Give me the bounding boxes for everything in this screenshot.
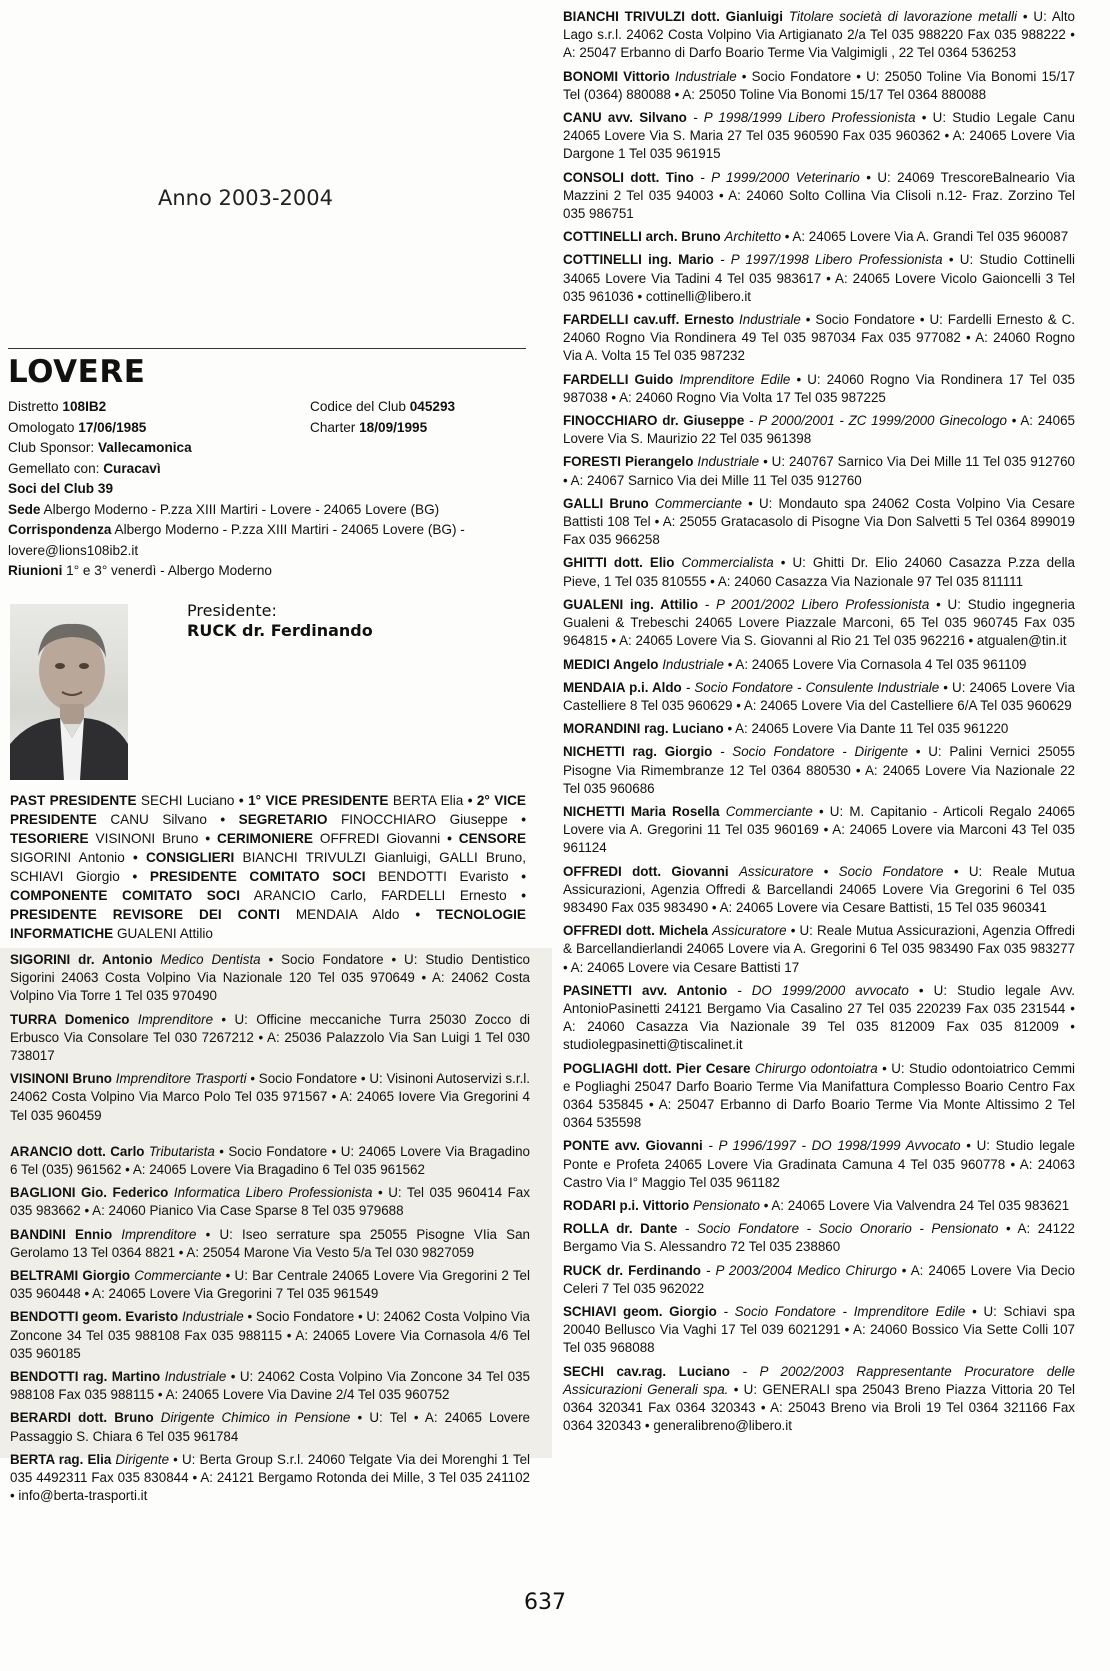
member-name: BENDOTTI rag. Martino: [10, 1369, 161, 1385]
member-job: - DO 1999/2000 avvocato: [737, 982, 909, 998]
member-name: GHITTI dott. Elio: [563, 555, 675, 571]
member-entry: [10, 951, 530, 1006]
officer-role: PRESIDENTE COMITATO SOCI: [149, 869, 366, 884]
member-job: Informatica Libero Professionista: [173, 1185, 373, 1201]
member-job: - P 1999/2000 Veterinario: [700, 169, 860, 185]
member-job: Titolare società di lavorazione metalli: [788, 9, 1017, 24]
members-column-left: [10, 951, 530, 1510]
officer-role: CONSIGLIERI: [145, 850, 235, 865]
member-details: • U: 240767 Sarnico Via Dei Mille 11 Tel 035 912760 • A: 24067 Sarnico Via dei Mille 11 Tel 035 912760: [563, 454, 1075, 488]
president-label: Presidente:: [187, 601, 277, 620]
member-details: • U: 24060 Rogno Via Rondinera 17 Tel 035 987038 • A: 24060 Rogno Via Volta 17 Tel 035 987225: [563, 371, 1075, 405]
codice-label: Codice del Club: [310, 399, 406, 414]
distretto-value: 108IB2: [62, 399, 107, 414]
member-entry: [563, 1060, 1075, 1133]
member-name: PASINETTI avv. Antonio: [563, 982, 728, 998]
member-details: • U: Studio ingegneria Gualeni & Trebeschi 24065 Lovere Piazzale Marconi, 65 Tel 035 960745 Fax 035 964815 • A: 24065 Lovere Via S. Giovanni al Rio 21 Tel 035 962216 • atgualen@tin.it: [563, 596, 1075, 649]
member-job: Tributarista: [148, 1143, 215, 1159]
corr-label: Corrispondenza: [8, 522, 112, 537]
member-details: • U: Alto Lago s.r.l. 24062 Costa Volpino Via Artigianato 2/a Tel 035 988220 Fax 035 988222 • A: 25047 Erbanno di Darfo Boario Terme Via Valgimigli , 22 Tel 0364 536253: [563, 9, 1075, 61]
officer-role: COMPONENTE COMITATO SOCI: [10, 888, 240, 903]
member-job: - Socio Fondatore - Consulente Industriale: [685, 679, 940, 695]
sponsor-value: Vallecamonica: [97, 440, 192, 455]
member-job: Industriale: [674, 68, 737, 84]
member-name: VISINONI Bruno: [10, 1071, 112, 1087]
member-job: Industriale: [697, 454, 760, 470]
member-details: • U: Reale Mutua Assicurazioni, Agenzia Offredi & Barcellandi 24065 Lovere Via Gregorini 6 Tel 035 983490 Fax 035 983490 • A: 24065 Lovere via Cesare Battisti, 15 Tel 035 960341: [563, 863, 1076, 915]
member-job: Dirigente Chimico in Pensione: [160, 1410, 351, 1426]
member-job: - P 2002/2003 Rappresentante Procuratore delle Assicurazioni Generali spa.: [563, 1363, 1075, 1397]
member-entry: [563, 412, 1075, 448]
member-job: - Socio Fondatore - Socio Onorario - Pensionato: [684, 1221, 999, 1237]
member-name: CONSOLI dott. Tino: [563, 169, 694, 185]
soci-label: Soci del Club: [8, 481, 95, 496]
member-details: • Socio Fondatore • U: Studio Dentistico Sigorini 24063 Costa Volpino Via Nazionale 120 Tel 035 970649 • A: 24062 Costa Volpino Via Torre 1 Tel 035 970490: [10, 952, 530, 1004]
member-details: • U: 24069 TrescoreBalneario Via Mazzini 2 Tel 035 94003 • A: 24060 Solto Collina Via Clisoli n.12- Fraz. Zorzino Tel 035 986751: [563, 169, 1075, 222]
member-name: NICHETTI rag. Giorgio: [563, 744, 713, 760]
officer-role: SEGRETARIO: [238, 812, 328, 827]
member-name: BAGLIONI Gio. Federico: [10, 1185, 169, 1201]
member-details: • A: 24065 Lovere Via Cornasola 4 Tel 035 961109: [727, 656, 1027, 672]
president-photo: [10, 604, 128, 780]
member-details: • U: Studio legale Avv. AntonioPasinetti 24121 Bergamo Via Casalino 27 Tel 035 220239 Fax 035 231544 • A: 24060 Casazza Via Nazionale 39 Tel 035 812009 Fax 035 812009 • studiolegpasinetti@tiscalinet.it: [563, 982, 1075, 1053]
officer-role: CENSORE: [458, 831, 527, 846]
officer-names: BIANCHI TRIVULZI Gianluigi, GALLI Bruno, SCHIAVI Giorgio: [10, 850, 526, 884]
member-name: RODARI p.i. Vittorio: [563, 1197, 690, 1213]
member-job: Chirurgo odontoiatra: [754, 1060, 878, 1076]
member-details: • U: GENERALI spa 25043 Breno Piazza Vittoria 20 Tel 0364 320341 Fax 0364 320343 • A: 25043 Breno via Broli 19 Tel 0364 321166 Fax 0364 320343 • generalibreno@libero.it: [563, 1381, 1075, 1434]
member-details: • A: 24065 Lovere Via Valvendra 24 Tel 035 983621: [763, 1197, 1070, 1213]
member-details: • Socio Fondatore • U: Visinoni Autoservizi s.r.l. 24062 Costa Volpino Via Marco Polo Tel 035 971567 • A: 24065 Iovere Via Gregorini 4 Tel 035 960459: [10, 1071, 530, 1123]
distretto-label: Distretto: [8, 399, 59, 414]
officers-list: PAST PRESIDENTE SECHI Luciano • 1° VICE PRESIDENTE BERTA Elia • 2° VICE PRESIDENTE CANU Silvano • SEGRETARIO FINOCCHIARO Giuseppe • TESORIERE VISINONI Bruno • CERIMONIERE OFFREDI Giovanni • CENSORE SIGORINI Antonio • CONSIGLIERI BIANCHI TRIVULZI Gianluigi, GALLI Bruno, SCHIAVI Giorgio • PRESIDENTE COMITATO SOCI BENDOTTI Evaristo • COMPONENTE COMITATO SOCI ARANCIO Carlo, FARDELLI Ernesto • PRESIDENTE REVISORE DEI CONTI MENDAIA Aldo • TECNOLOGIE INFORMATICHE GUALENI Attilio: [10, 793, 527, 941]
member-entry: [563, 982, 1075, 1055]
sede-value: Albergo Moderno - P.zza XIII Martiri - Lovere - 24065 Lovere (BG): [43, 501, 440, 517]
riunioni-value: 1° e 3° venerdì - Albergo Moderno: [66, 563, 272, 578]
member-entry: [563, 228, 1075, 246]
member-job: Commerciante: [725, 803, 813, 819]
officer-role: TECNOLOGIE INFORMATICHE: [10, 907, 526, 941]
member-entry: [10, 1143, 530, 1179]
member-entry: [563, 720, 1075, 738]
member-name: COTTINELLI arch. Bruno: [563, 229, 721, 245]
member-name: CANU avv. Silvano: [563, 110, 687, 126]
member-details: • U: Mondauto spa 24062 Costa Volpino Via Cesare Battisti 108 Tel • A: 25055 Gratacasolo di Pisogne Via Don Salvetti 5 Tel 0364 899019 Fax 035 966258: [563, 495, 1075, 548]
members-column-right: [563, 8, 1075, 1440]
member-job: Imprenditore Trasporti: [115, 1071, 247, 1087]
info-row-riunioni: [8, 561, 518, 582]
member-details: • U: 24062 Costa Volpino Via Zoncone 34 Tel 035 988108 Fax 035 988115 • A: 24065 Lovere Via Davine 2/4 Tel 035 960752: [10, 1369, 530, 1403]
member-entry: [563, 68, 1075, 104]
member-name: FINOCCHIARO dr. Giuseppe: [563, 413, 745, 429]
member-entry: [563, 453, 1075, 489]
officer-names: CANU Silvano: [110, 812, 207, 827]
officer-names: GUALENI Attilio: [116, 926, 213, 941]
club-name: LOVERE: [8, 354, 146, 390]
member-name: BERTA rag. Elia: [10, 1451, 112, 1467]
member-entry: [10, 1368, 530, 1404]
omologato-label: Omologato: [8, 419, 75, 435]
page-number: 637: [524, 1590, 566, 1615]
member-name: BENDOTTI geom. Evaristo: [10, 1309, 179, 1325]
member-name: MORANDINI rag. Luciano: [563, 721, 724, 737]
member-name: BIANCHI TRIVULZI dott. Gianluigi: [563, 9, 783, 24]
member-entry: [563, 554, 1075, 590]
portrait-image: [10, 604, 128, 780]
member-name: BERARDI dott. Bruno: [10, 1410, 154, 1426]
gemellato-label: Gemellato con:: [8, 460, 100, 476]
member-name: GALLI Bruno: [563, 495, 649, 511]
member-name: MEDICI Angelo: [563, 656, 659, 672]
info-row-corrispondenza: [8, 520, 518, 561]
codice-value: 045293: [409, 399, 456, 414]
member-name: ROLLA dr. Dante: [563, 1221, 678, 1237]
member-details: • U: Iseo serrature spa 25055 Pisogne VIia San Gerolamo 13 Tel 0364 8821 • A: 25054 Marone Via Vesto 5/a Tel 030 9827059: [10, 1226, 530, 1260]
sponsor-label: Club Sponsor:: [8, 440, 95, 455]
officer-names: BENDOTTI Evaristo: [378, 869, 509, 884]
member-entry: [10, 1226, 530, 1262]
omologato-value: 17/06/1985: [78, 419, 147, 435]
member-entry: [563, 251, 1075, 306]
officer-role: CERIMONIERE: [217, 831, 313, 846]
member-entry: [563, 679, 1075, 715]
officer-names: VISINONI Bruno: [95, 831, 199, 846]
member-details: • U: Officine meccaniche Turra 25030 Zocco di Erbusco Via Consolare Tel 030 7267212 • A: 25036 Palazzolo Via San Luigi 1 Tel 030 738017: [10, 1011, 530, 1064]
member-entry: [563, 656, 1075, 674]
member-job: Pensionato: [692, 1197, 760, 1213]
member-details: • U: 24065 Lovere Via Castelliere 8 Tel 035 960629 • A: 24065 Lovere Via del Castelliere 6/A Tel 035 960629: [563, 679, 1075, 713]
member-details: • U: Bar Centrale 24065 Lovere Via Gregorini 2 Tel 035 960448 • A: 24065 Lovere Via Gregorini 7 Tel 035 961549: [10, 1268, 530, 1302]
member-job: Industriale: [739, 312, 801, 328]
member-details: • U: Reale Mutua Assicurazioni, Agenzia Offredi & Barcellandierlandi 24065 Lovere via A. Gregorini 6 Tel 035 983490 Fax 035 983277 • A: 24065 Lovere via Cesare Battisti 17: [563, 923, 1075, 975]
member-entry: [563, 1197, 1075, 1215]
member-name: GUALENI ing. Attilio: [563, 596, 699, 612]
officer-names: MENDAIA Aldo: [295, 907, 400, 922]
charter-label: Charter: [310, 419, 356, 435]
year-heading: Anno 2003-2004: [158, 186, 333, 210]
member-entry: [10, 1308, 530, 1363]
member-details: • Socio Fondatore • U: 25050 Toline Via Bonomi 15/17 Tel (0364) 880088 • A: 25050 Toline Via Bonomi 15/17 Tel 0364 880088: [563, 68, 1075, 102]
member-details: • U: Studio Legale Canu 24065 Lovere Via S. Maria 27 Tel 035 960590 Fax 035 960362 • A: 24065 Lovere Via Dargone 1 Tel 035 961915: [563, 110, 1075, 162]
officer-role: 1° VICE PRESIDENTE: [248, 793, 389, 808]
officer-names: OFFREDI Giovanni: [319, 831, 441, 846]
member-name: PONTE avv. Giovanni: [563, 1138, 703, 1154]
member-entry: [10, 1267, 530, 1303]
member-entry: [563, 1303, 1075, 1358]
member-name: BELTRAMI Giorgio: [10, 1268, 131, 1284]
member-job: Imprenditore Edile: [679, 371, 791, 387]
member-job: Commerciante: [134, 1268, 222, 1284]
member-details: • A: 24065 Lovere Via Dante 11 Tel 035 961220: [727, 721, 1009, 737]
member-name: POGLIAGHI dott. Pier Cesare: [563, 1060, 751, 1076]
member-name: MENDAIA p.i. Aldo: [563, 679, 682, 695]
member-entry: [563, 1137, 1075, 1192]
member-details: • U: M. Capitanio - Articoli Regalo 24065 Lovere via A. Gregorini 11 Tel 035 960169 • A: 24065 Lovere via Marconi 43 Tel 035 961124: [563, 803, 1075, 856]
member-entry: [563, 596, 1075, 651]
president-name: RUCK dr. Ferdinando: [187, 621, 373, 640]
officer-role: PRESIDENTE REVISORE DEI CONTI: [10, 907, 280, 922]
member-entry: [563, 1262, 1075, 1298]
member-details: • Socio Fondatore • U: 24065 Lovere Via Bragadino 6 Tel (035) 961562 • A: 24065 Lovere Via Bragadino 6 Tel 035 961562: [10, 1143, 530, 1178]
charter-wrap: [310, 418, 427, 439]
member-entry: [10, 1451, 530, 1506]
member-entry: [563, 1220, 1075, 1256]
member-name: SIGORINI dr. Antonio: [10, 952, 153, 967]
member-entry: [10, 1409, 530, 1445]
charter-value: 18/09/1995: [359, 419, 428, 435]
member-entry: [563, 863, 1075, 918]
officer-names: SIGORINI Antonio: [10, 850, 125, 865]
member-job: - Socio Fondatore - Imprenditore Edile: [723, 1304, 966, 1319]
member-entry: [563, 1363, 1075, 1436]
member-job: - P 2000/2001 - ZC 1999/2000 Ginecologo: [749, 413, 1007, 429]
member-job: Assicuratore: [712, 923, 787, 939]
member-job: - P 1998/1999 Libero Professionista: [693, 110, 916, 126]
title-rule: [8, 348, 526, 349]
member-name: ARANCIO dott. Carlo: [10, 1143, 145, 1159]
member-details: • A: 24065 Lovere Via Decio Celeri 7 Tel 035 962022: [563, 1262, 1075, 1296]
officer-names: ARANCIO Carlo, FARDELLI Ernesto: [253, 888, 507, 903]
member-job: - P 2003/2004 Medico Chirurgo: [706, 1262, 897, 1278]
corr-value: Albergo Moderno - P.zza XIII Martiri - 24065 Lovere (BG) - lovere@lions108ib2.it: [8, 522, 465, 558]
member-details: • A: 24122 Bergamo Via S. Alessandro 72 Tel 035 238860: [563, 1221, 1075, 1255]
gemellato-value: Curacavì: [103, 460, 161, 476]
member-job: - P 1997/1998 Libero Professionista: [720, 252, 943, 268]
sede-label: Sede: [8, 501, 41, 517]
member-details: • Socio Fondatore • U: 24062 Costa Volpino Via Zoncone 34 Tel 035 988108 Fax 035 988115 • A: 24065 Lovere Via Cornasola 4/6 Tel 035 960185: [10, 1309, 530, 1361]
section-gap: [10, 1130, 530, 1143]
member-job: Assicuratore • Socio Fondatore: [738, 863, 944, 879]
member-entry: [563, 8, 1075, 63]
member-entry: [10, 1184, 530, 1220]
member-job: Medico Dentista: [160, 952, 261, 967]
member-entry: [563, 922, 1075, 977]
info-row-gemellato: [8, 459, 518, 480]
member-name: OFFREDI dott. Michela: [563, 923, 709, 939]
info-row-sede: [8, 500, 518, 521]
member-details: • A: 24065 Lovere Via S. Maurizio 22 Tel 035 961398: [563, 413, 1075, 447]
member-name: FARDELLI Guido: [563, 371, 674, 387]
member-name: FORESTI Pierangelo: [563, 454, 694, 470]
member-details: • U: Palini Vernici 25055 Pisogne Via Rimembranze 12 Tel 0364 880530 • A: 24065 Lovere Via Nazionale 22 Tel 035 960686: [563, 744, 1075, 796]
member-details: • U: Ghitti Dr. Elio 24060 Casazza P.zza della Pieve, 1 Tel 035 810555 • A: 24060 Casazza Via Nazionale 97 Tel 035 811111: [563, 555, 1075, 589]
member-entry: [563, 371, 1075, 407]
member-details: • U: Schiavi spa 20040 Bellusco Via Vaghi 17 Tel 039 6021291 • A: 24060 Bossico Via Sette Colli 107 Tel 035 968088: [563, 1304, 1075, 1356]
member-details: • A: 24065 Lovere Via A. Grandi Tel 035 960087: [784, 229, 1069, 245]
member-name: TURRA Domenico: [10, 1011, 130, 1027]
member-entry: [563, 743, 1075, 798]
member-entry: [10, 1070, 530, 1125]
info-row-soci: [8, 479, 518, 500]
member-name: SCHIAVI geom. Giorgio: [563, 1304, 717, 1319]
member-name: SECHI cav.rag. Luciano: [563, 1363, 730, 1379]
member-job: Industriale: [181, 1309, 244, 1325]
member-job: Dirigente: [115, 1451, 170, 1467]
member-name: RUCK dr. Ferdinando: [563, 1262, 701, 1278]
member-job: Imprenditore: [121, 1226, 197, 1242]
club-info: [8, 397, 518, 582]
member-name: BONOMI Vittorio: [563, 68, 670, 84]
member-name: NICHETTI Maria Rosella: [563, 803, 720, 819]
member-job: Imprenditore: [137, 1011, 214, 1027]
member-details: • U: Studio Cottinelli 34065 Lovere Via Tadini 4 Tel 035 983617 • A: 24065 Lovere Vicolo Gaioncelli 3 Tel 035 961036 • cottinelli@libero.it: [563, 252, 1075, 304]
member-name: COTTINELLI ing. Mario: [563, 252, 714, 268]
member-details: • U: Studio odontoiatrico Cemmi e Pogliaghi 25047 Darfo Boario Terme Via Manifattura Complesso Boario Centro Fax 0364 535845 • A: 25047 Erbanno di Darfo Boario Terme Via Monte Altissimo 2 Tel 0364 535598: [563, 1060, 1075, 1131]
member-job: Industriale: [662, 656, 724, 672]
member-entry: [563, 311, 1075, 366]
info-row-omologato: [8, 418, 518, 439]
officer-role: PAST PRESIDENTE: [10, 793, 137, 808]
officer-names: BERTA Elia: [392, 793, 464, 808]
member-name: OFFREDI dott. Giovanni: [563, 863, 729, 879]
member-job: - P 2001/2002 Libero Professionista: [704, 596, 930, 612]
info-row-distretto: [8, 397, 518, 418]
member-entry: [563, 803, 1075, 858]
member-job: Commerciante: [654, 495, 742, 511]
member-details: • Socio Fondatore • U: Fardelli Ernesto & C. 24060 Rogno Via Rondinera 49 Tel 035 987034 Fax 035 977082 • A: 24060 Rogno Via A. Volta 15 Tel 035 987232: [563, 312, 1075, 364]
officer-role: 2° VICE PRESIDENTE: [10, 793, 526, 827]
member-details: • U: Studio legale Ponte e Profeta 24065 Lovere Via Gradinata Camuna 4 Tel 035 960778 • A: 24063 Castro Via I° Maggio Tel 035 961182: [563, 1138, 1075, 1190]
member-details: • U: Tel • A: 24065 Lovere Passaggio S. Chiara 6 Tel 035 961784: [10, 1410, 530, 1444]
officer-names: SECHI Luciano: [140, 793, 235, 808]
member-job: - Socio Fondatore - Dirigente: [720, 744, 909, 760]
member-job: Industriale: [164, 1369, 227, 1385]
member-entry: [10, 1011, 530, 1066]
officer-role: TESORIERE: [10, 831, 89, 846]
member-entry: [563, 495, 1075, 550]
member-job: Commercialista: [681, 555, 774, 571]
officer-names: FINOCCHIARO Giuseppe: [340, 812, 508, 827]
member-name: BANDINI Ennio: [10, 1226, 113, 1242]
member-job: Architetto: [724, 229, 782, 245]
member-entry: [563, 109, 1075, 164]
member-name: FARDELLI cav.uff. Ernesto: [563, 312, 735, 328]
soci-value: 39: [97, 481, 114, 496]
member-details: • U: Berta Group S.r.l. 24060 Telgate Via dei Morenghi 1 Tel 035 4492311 Fax 035 830844 • A: 24121 Bergamo Rotonda dei Mille, 3 Tel 035 241102 • info@berta-trasporti.it: [10, 1451, 530, 1504]
member-details: • U: Tel 035 960414 Fax 035 983662 • A: 24060 Pianico Via Case Sparse 8 Tel 035 979688: [10, 1185, 530, 1219]
codice-wrap: [310, 397, 455, 418]
member-entry: [563, 169, 1075, 224]
member-job: - P 1996/1997 - DO 1998/1999 Avvocato: [708, 1138, 961, 1154]
riunioni-label: Riunioni: [8, 563, 63, 578]
info-row-sponsor: [8, 438, 518, 459]
